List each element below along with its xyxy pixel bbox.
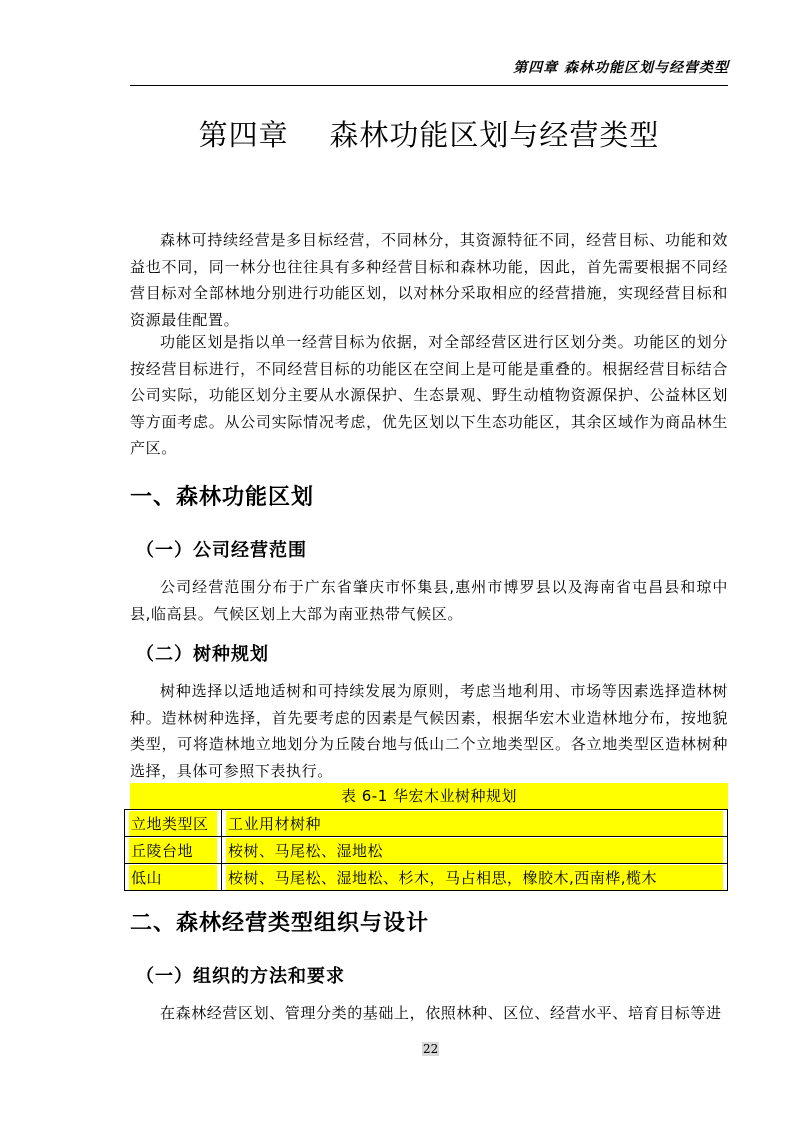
- table-cell: 低山: [125, 864, 222, 891]
- table-row: [125, 810, 728, 837]
- table-row: [125, 864, 728, 891]
- running-header: 第四章 森林功能区划与经营类型: [513, 60, 729, 76]
- intro-paragraph-1: 森林可持续经营是多目标经营，不同林分，其资源特征不同，经营目标、功能和效益也不同，同一林分也往往具有多种经营目标和森林功能，因此，首先需要根据不同经营目标对全部林地分别进行功能区划，以对林分采取相应的经营措施，实现经营目标和资源最佳配置。: [130, 231, 728, 329]
- section-heading-1: 一、森林功能区划: [130, 485, 315, 510]
- table-cell: 桉树、马尾松、湿地松: [222, 837, 728, 864]
- header-rule: [130, 85, 728, 86]
- intro-paragraph-2: 功能区划是指以单一经营目标为依据，对全部经营区进行区划分类。功能区的划分按经营目标进行，不同经营目标的功能区在空间上是可能是重叠的。根据经营目标结合公司实际，功能区划分主要从水源保护、生态景观、野生动植物资源保护、公益林区划等方面考虑。从公司实际情况考虑，优先区划以下生态功能区，其余区域作为商品林生产区。: [130, 333, 728, 457]
- table-cell: 工业用材树种: [222, 810, 728, 837]
- chapter-title: 第四章 森林功能区划与经营类型: [198, 118, 660, 152]
- species-paragraph: 树种选择以适地适树和可持续发展为原则，考虑当地利用、市场等因素选择造林树种。造林树种选择，首先要考虑的因素是气候因素，根据华宏木业造林地分布，按地貌类型，可将造林地立地划分为丘陵台地与低山二个立地类型区。各立地类型区造林树种选择，具体可参照下表执行。: [130, 682, 728, 780]
- subsection-heading-scope: （一）公司经营范围: [136, 540, 307, 561]
- section-heading-2: 二、森林经营类型组织与设计: [130, 911, 430, 936]
- species-table: [124, 809, 728, 891]
- subsection-heading-method: （一）组织的方法和要求: [136, 966, 345, 987]
- table-caption: 表 6-1 华宏木业树种规划: [130, 783, 728, 809]
- scope-paragraph: 公司经营范围分布于广东省肇庆市怀集县,惠州市博罗县以及海南省屯昌县和琼中县,临高县。气候区划上大部为南亚热带气候区。: [130, 578, 728, 623]
- table-cell: 丘陵台地: [125, 837, 222, 864]
- method-paragraph: 在森林经营区划、管理分类的基础上，依照林种、区位、经营水平、培育目标等进: [160, 1004, 722, 1022]
- table-cell: 桉树、马尾松、湿地松、杉木，马占相思，橡胶木,西南桦,榄木: [222, 864, 728, 891]
- subsection-heading-species: （二）树种规划: [136, 644, 269, 665]
- page-number: 22: [423, 1042, 439, 1056]
- table-row: [125, 837, 728, 864]
- table-cell: 立地类型区: [125, 810, 222, 837]
